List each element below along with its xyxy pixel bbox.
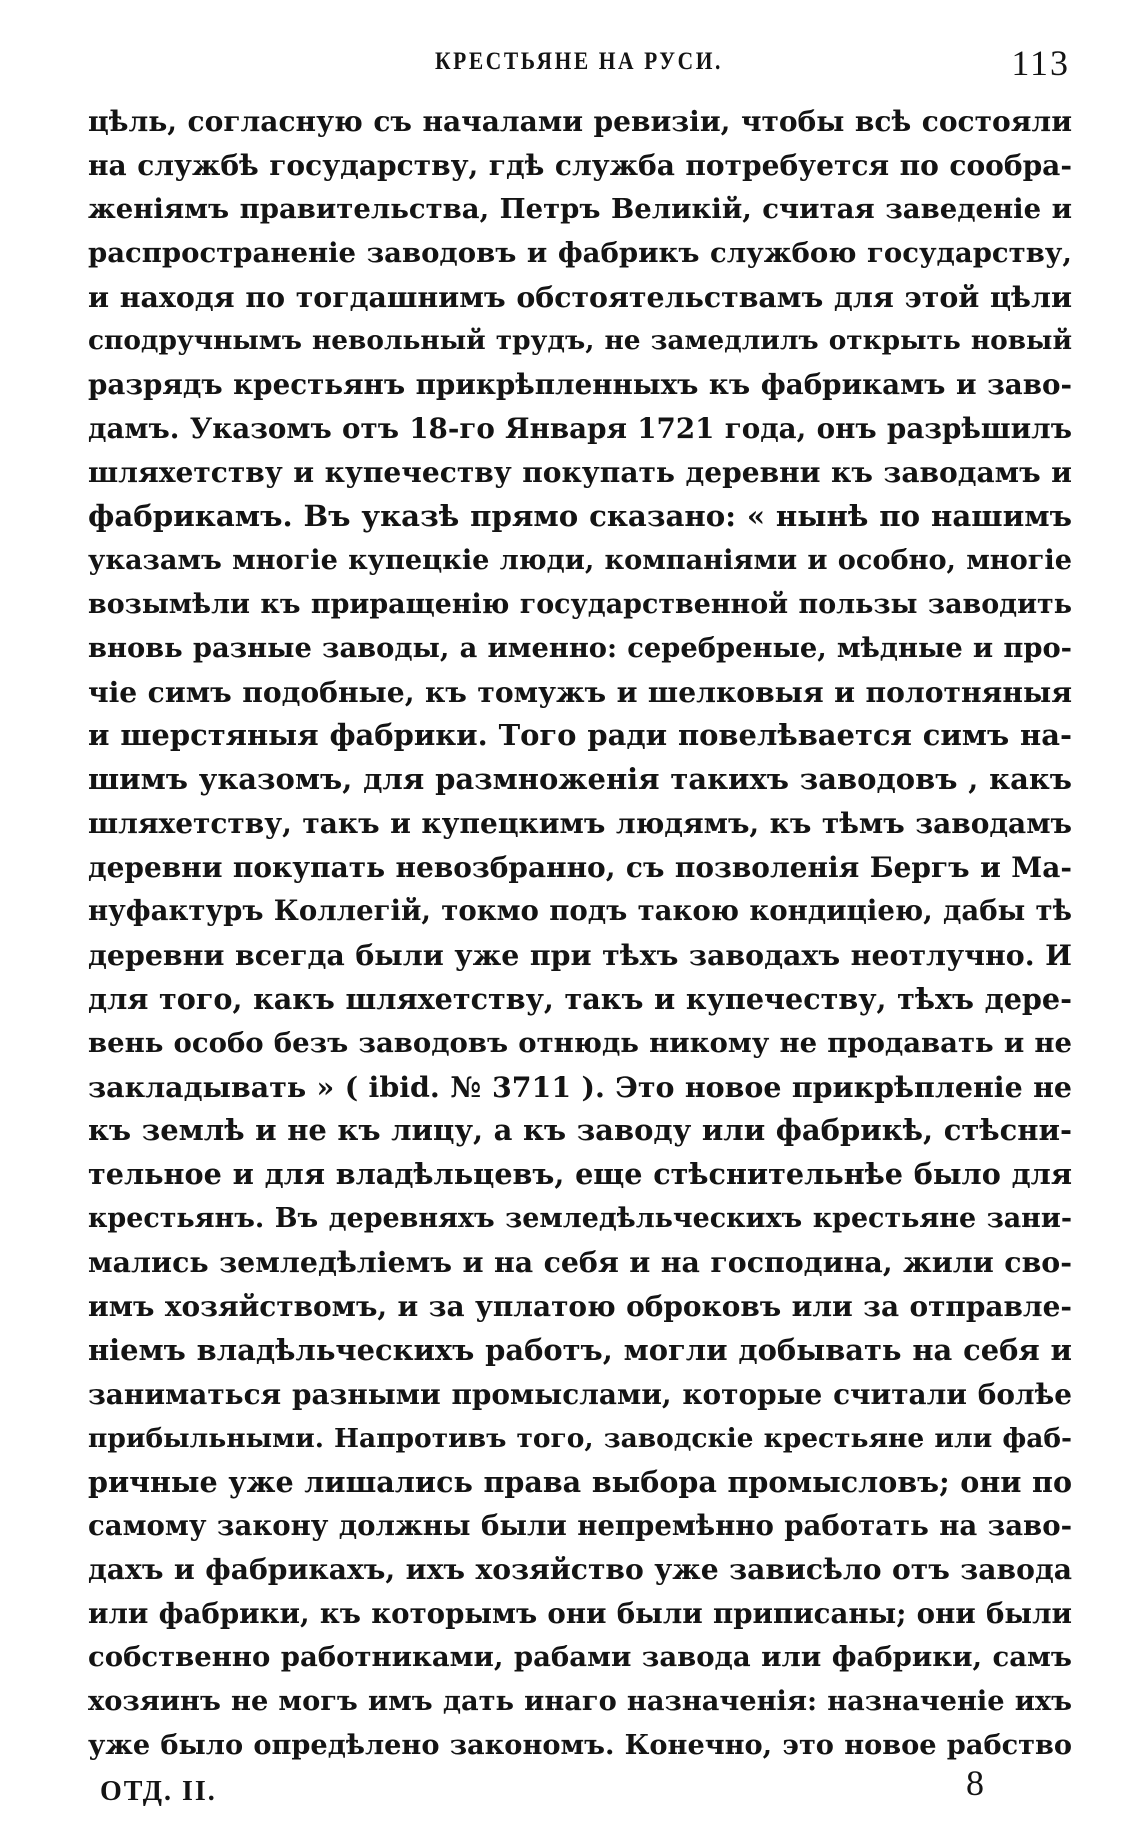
text-line: для того, какъ шляхетству, такъ и купечеству, тѣхъ дере- [88,981,1072,1016]
body-text [88,100,1072,1768]
text-line: уже было опредѣлено закономъ. Конечно, это новое рабство [88,1728,1072,1761]
text-line: шляхетству и купечеству покупать деревни къ заводамъ и [88,456,1072,490]
text-line: прибыльными. Напротивъ того, заводскіе крестьяне или фаб- [88,1422,1072,1454]
text-line: и шерстяныя фабрики. Того ради повелѣвается симъ на- [88,718,1072,753]
text-line: разрядъ крестьянъ прикрѣпленныхъ къ фабрикамъ и заво- [88,368,1072,402]
signature-mark: 8 [966,1763,984,1803]
text-line: фабрикамъ. Въ указѣ прямо сказано: « нынѣ по нашимъ [88,499,1072,534]
section-label: ОТД. II. [100,1776,217,1807]
text-line: самому закону должны были непремѣнно работать на заво- [88,1509,1072,1542]
text-line: распространеніе заводовъ и фабрикъ службою государству, [88,236,1072,269]
text-line: тельное и для владѣльцевъ, еще стѣснительнѣе было для [88,1157,1072,1192]
text-line: ричные уже лишались права выбора промысловъ; они по [88,1464,1072,1499]
text-line: чіе симъ подобные, къ томужъ и шелковыя и полотняныя [88,675,1072,709]
text-line: крестьянъ. Въ деревняхъ земледѣльческихъ крестьяне зани- [88,1203,1072,1235]
text-line: шляхетству, такъ и купецкимъ людямъ, къ тѣмъ заводамъ [88,807,1072,841]
text-line: дахъ и фабрикахъ, ихъ хозяйство уже зависѣло отъ завода [88,1553,1072,1587]
text-line: собственно работниками, рабами завода или фабрики, самъ [88,1641,1072,1674]
text-line: указамъ многіе купецкіе люди, компаніями и особно, многіе [88,544,1072,576]
text-line: шимъ указомъ, для размноженія такихъ заводовъ , какъ [88,762,1072,797]
text-line: закладывать » ( ibid. № 3711 ). Это новое прикрѣпленіе не [88,1069,1072,1104]
text-line: и находя по тогдашнимъ обстоятельствамъ для этой цѣли [88,279,1072,314]
text-line: нуфактуръ Коллегій, токмо подъ такою кондиціею, дабы тѣ [88,895,1072,928]
text-line: возымѣли къ приращенію государственной пользы заводить [88,588,1072,620]
page-header [88,43,1070,98]
text-line: вновь разные заводы, а именно: серебреные, мѣдные и про- [88,631,1072,664]
text-line: ніемъ владѣльческихъ работъ, могли добывать на себя и [88,1332,1072,1367]
text-line: вень особо безъ заводовъ отнюдь никому не продавать и не [88,1026,1072,1059]
text-line: или фабрики, къ которымъ они были приписаны; они были [88,1597,1072,1631]
text-line: мались земледѣліемъ и на себя и на господина, жили сво- [88,1245,1072,1280]
text-line: къ землѣ и не къ лицу, а къ заводу или фабрикѣ, стѣсни- [88,1113,1072,1148]
text-line: женіямъ правительства, Петръ Великій, считая заведеніе и [88,192,1072,225]
page-number: 113 [1011,43,1070,83]
text-line: деревни всегда были уже при тѣхъ заводахъ неотлучно. И [88,937,1072,972]
text-line: дамъ. Указомъ отъ 18-го Января 1721 года, онъ разрѣшилъ [88,412,1072,446]
text-line: цѣль, согласную съ началами ревизіи, чтобы всѣ состояли [88,105,1072,138]
text-line: сподручнымъ невольный трудъ, не замедлилъ открыть новый [88,325,1072,357]
text-line: деревни покупать невозбранно, съ позволенія Бергъ и Ма- [88,851,1072,885]
text-line: заниматься разными промыслами, которые считали болѣе [88,1377,1072,1411]
text-line: имъ хозяйствомъ, и за уплатою оброковъ или за отправле- [88,1290,1072,1324]
running-title: КРЕСТЬЯНЕ НА РУСИ. [434,48,724,75]
text-line: на службѣ государству, гдѣ служба потребуется по сообра- [88,148,1072,182]
text-line: хозяинъ не могъ имъ дать инаго назначенія: назначеніе ихъ [88,1685,1072,1718]
